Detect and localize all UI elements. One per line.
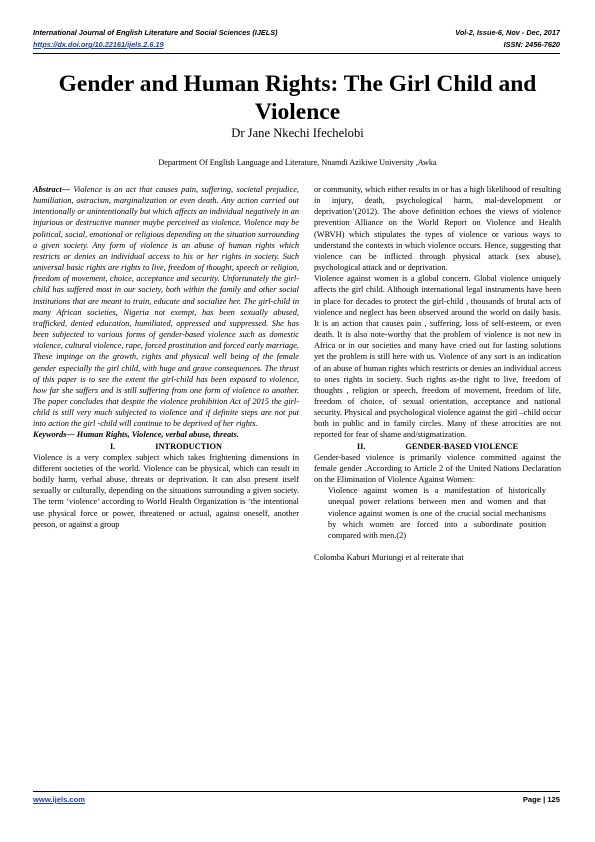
abstract-text: Violence is an act that causes pain, suffering, societal prejudice, humiliation, ostracism, marginalization or even death. Any action carried out intentionally or unintentionally but which affects an individual negatively in an injurious or destructive manner maybe perceived as violence. Violence may be political, social, emotional or religious depending on the situation surrounding a given society. Any form of violence is an abuse of human rights which restricts or denies an individual access to his or her rights in society. Such universal basic rights are rights to live, freedom of thought, speech or religion, freedom of movement, choice, acceptance and security. Unfortunately the girl-child has suffered most in our society, both within the family and other social institutions that are meant to train, educate and socialize her. The girl-child in many African societies, Nigeria not exempt, has been sexually abused, trafficked, denied education, humiliated, oppressed and suppressed. She has been subjected to various forms of gender-based violence such as domestic violence, cultural violence, rape, forced prostitution and forced early marriage. These impinge on the growth, rights and physical well being of the female gender especially the girl child, with huge and grave consequences. The thrust of this paper is to see the extent the girl-child has been exposed to violence, how far she suffers and is still suffering from one form of violence to another. The paper concludes that despite the violence prohibition Act of 2015 the girl-child is still very much subjected to violence and if definite steps are not put into action the girl -child will continue to be deprived of her rights. <box>33 185 299 429</box>
doi-link[interactable]: https://dx.doi.org/10.22161/ijels.2.6.19 <box>33 40 164 49</box>
header-rule <box>33 53 560 54</box>
page-number: Page | 125 <box>522 795 560 804</box>
abstract <box>33 184 299 429</box>
footer-site-link[interactable]: www.ijels.com <box>33 795 86 804</box>
right-paragraph-1: or community, which either results in or has a high likelihood of resulting in injury, death, psychological harm, mal-development or deprivation’(2012). The above definition echoes the views of violence prevention Alliance on the World Report on Violence and Health (WRVH) which stipulates the types of violence or various ways to understand the contexts in which violence occurs. Hence, suggesting that violence can be inflicted through physical attack (sex abuse), psychological attack and or deprivation. <box>314 185 561 273</box>
title-line-1: Gender and Human Rights: The Girl Child and <box>58 71 537 97</box>
affiliation: Department Of English Language and Literature, Nnamdi Azikiwe University ,Awka <box>158 158 437 167</box>
footer-rule <box>33 791 560 792</box>
volume-info: Vol-2, Issue-6, Nov - Dec, 2017 <box>455 28 560 37</box>
issn: ISSN: 2456-7620 <box>503 40 560 49</box>
section-title: GENDER-BASED VIOLENCE <box>405 441 519 451</box>
section-heading-gender-violence <box>314 441 561 452</box>
section-heading-introduction <box>33 441 299 452</box>
left-column <box>33 184 299 530</box>
section-number: II. <box>356 441 366 451</box>
section-title: INTRODUCTION <box>155 441 223 451</box>
keywords: Keywords— Human Rights, Violence, verbal abuse, threats. <box>33 430 239 440</box>
spacer <box>314 541 561 552</box>
author-name: Dr Jane Nkechi Ifechelobi <box>231 126 364 140</box>
right-paragraph-2: Violence against women is a global concern. Global violence uniquely affects the girl child. Although international legal instruments have been in place for decades to protect the girl-child , thousands of brutal acts of violence and neglect has been observed around the world on daily basis. It is an action that causes pain , suffering, loss of self-esteem, or even death. It is also note-worthy that the problem of violence is not new in Africa or in our societies and many have cried out for lasting solutions yet the problem is still here with us. Violence of any sort is an indication of an abuse of human rights which restricts or denies an individual access to ones rights in society. Such rights as-the right to live, freedom of thoughts , religion or speech, freedom of movement, freedom of life, freedom of choice, of sexual orientation, acceptance and national security. Physical and psychological violence against the girl –child occur both in public and in family circles. Many of these atrocities are not reported for fear of shame and/stigmatization. <box>314 274 561 440</box>
title-line-2: Violence <box>254 99 341 125</box>
after-quote-text: Colomba Kaburi Muriungi et al reiterate that <box>314 553 464 562</box>
gender-violence-text: Gender-based violence is primarily violence committed against the female gender .According to Article 2 of the United Nations Declaration on the Elimination of Violence Against Women: <box>314 452 561 485</box>
block-quote: Violence against women is a manifestation of historically unequal power relations between men and women and that violence against women is one of the crucial social mechanisms by which women are forced into a subordinate position compared with men.(2) <box>328 486 546 540</box>
abstract-label: Abstract— <box>33 185 71 194</box>
section-number: I. <box>109 441 116 451</box>
paper-title <box>40 70 555 126</box>
right-column <box>314 184 561 563</box>
journal-name: International Journal of English Literature and Social Sciences (IJELS) <box>33 28 278 37</box>
introduction-text: Violence is a very complex subject which takes frightening dimensions in different societies of the world. Violence can be physical, which can result in bodily harm, verbal abuse, threats or deprivation. It can also present itself sexually or culturally, depending on the situations surrounding a given society. The term ‘violence’ according to World Health Organization is ‘the intentional use physical force or power, threatened or actual, against oneself, another person, or against a group <box>33 452 299 529</box>
